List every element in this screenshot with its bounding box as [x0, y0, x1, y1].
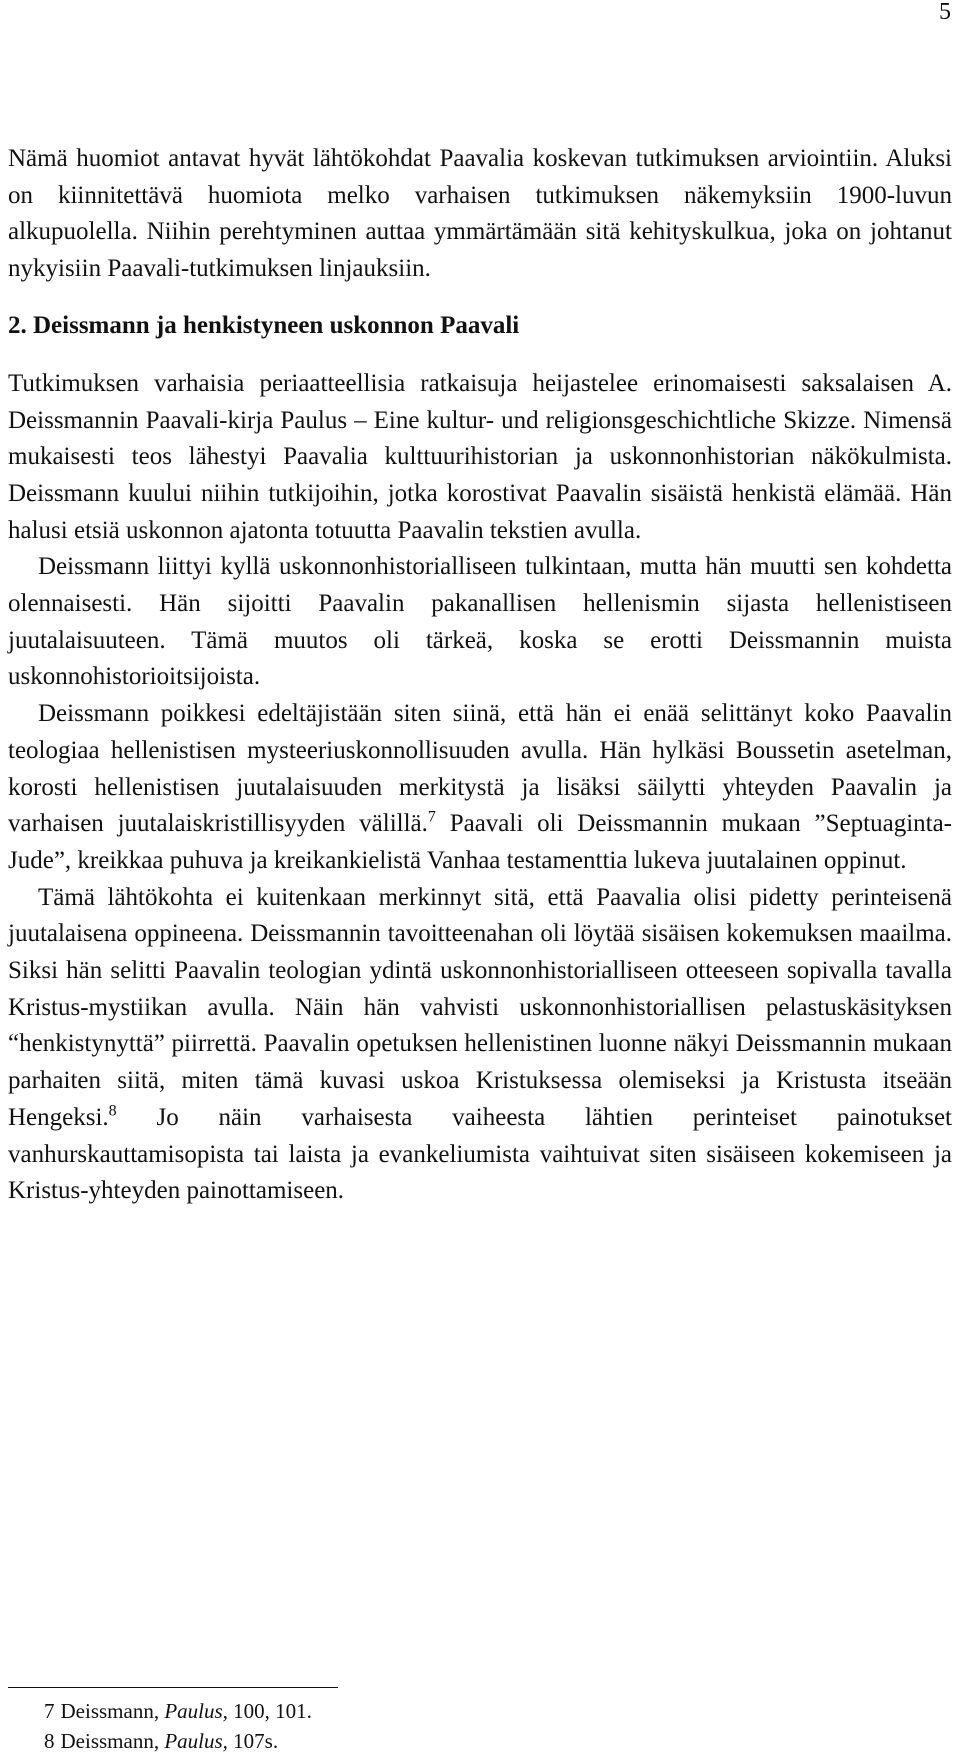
main-text	[8, 141, 952, 1210]
footnote-ref-7[interactable]: 7	[427, 808, 436, 826]
footnote-title: Paulus,	[164, 1729, 228, 1753]
paragraph-3-text-b: Paavali oli Deissmannin mukaan ”Septuaginta-Jude”, kreikkaa puhuva ja kreikankielistä Vanhaa testamenttia lukeva juutalainen oppinut.	[8, 810, 953, 874]
footnote-8	[44, 1731, 278, 1752]
paragraph-3-text-a: Deissmann poikkesi edeltäjistään siten siinä, että hän ei enää selittänyt koko Paavalin teologiaa hellenistisen mysteeriuskonnollisuuden avulla. Hän hylkäsi Boussetin asetelman, korosti hellenistisen juutalaisuuden merkitystä ja lisäksi säilytti yhteyden Paavalin ja varhaisen juutalaiskristillisyyden välillä.	[8, 700, 952, 838]
footnote-pages: 107s.	[227, 1729, 279, 1753]
footnote-author: Deissmann,	[60, 1699, 165, 1723]
intro-paragraph: Nämä huomiot antavat hyvät lähtökohdat Paavalia koskevan tutkimuksen arviointiin. Aluksi on kiinnitettävä huomiota melko varhaisen tutkimuksen näkemyksiin 1900-luvun alkupuolella. Niihin perehtyminen auttaa ymmärtämään sitä kehityskulkua, joka on johtanut nykyisiin Paavali-tutkimuksen linjauksiin.	[8, 145, 952, 283]
paragraph-4-text-b: Jo näin varhaisesta vaiheesta lähtien perinteiset painotukset vanhurskauttamisopista tai laista ja evankeliumista vaihtuivat siten sisäiseen kokemiseen ja Kristus-yhteyden painottamiseen.	[8, 1103, 952, 1205]
footnote-divider	[8, 1687, 338, 1688]
footnote-7	[44, 1701, 312, 1722]
paragraph-4	[8, 880, 952, 1210]
footnote-number: 8	[44, 1729, 55, 1753]
paragraph-1: Tutkimuksen varhaisia periaatteellisia ratkaisuja heijastelee erinomaisesti saksalaisen A. Deissmannin Paavali-kirja Paulus – Eine kultur- und religionsgeschichtliche Skizze. Nimensä mukaisesti teos lähestyi Paavalia kulttuurihistorian ja uskonnonhistorian näkökulmista. Deissmann kuului niihin tutkijoihin, jotka korostivat Paavalin sisäistä henkistä elämää. Hän halusi etsiä uskonnon ajatonta totuutta Paavalin tekstien avulla.	[8, 369, 952, 544]
page-number: 5	[939, 0, 951, 25]
paragraph-2: Deissmann liittyi kyllä uskonnonhistorialliseen tulkintaan, mutta hän muutti sen kohdetta olennaisesti. Hän sijoitti Paavalin pakanallisen hellenismin sijasta hellenistiseen juutalaisuuteen. Tämä muutos oli tärkeä, koska se erotti Deissmannin muista uskonnohistorioitsijoista.	[8, 553, 952, 691]
footnote-title: Paulus,	[164, 1699, 228, 1723]
footnote-number: 7	[44, 1699, 55, 1723]
footnote-author: Deissmann,	[60, 1729, 165, 1753]
footnote-pages: 100, 101.	[227, 1699, 312, 1723]
section-heading: 2. Deissmann ja henkistyneen uskonnon Paavali	[8, 311, 520, 339]
footnote-ref-8[interactable]: 8	[108, 1102, 117, 1120]
paragraph-3	[8, 696, 952, 880]
paragraph-4-text-a: Tämä lähtökohta ei kuitenkaan merkinnyt sitä, että Paavalia olisi pidetty perinteisenä juutalaisena oppineena. Deissmannin tavoitteenahan oli löytää sisäisen kokemuksen maailma. Siksi hän selitti Paavalin teologian ydintä uskonnonhistorialliseen otteeseen sopivalla tavalla Kristus-mystiikan avulla. Näin hän vahvisti uskonnonhistoriallisen pelastuskäsityksen “henkistynyttä” piirrettä. Paavalin opetuksen hellenistinen luonne näkyi Deissmannin mukaan parhaiten siitä, miten tämä kuvasi uskoa Kristuksessa olemiseksi ja Kristusta itseään Hengeksi.	[8, 883, 952, 1131]
